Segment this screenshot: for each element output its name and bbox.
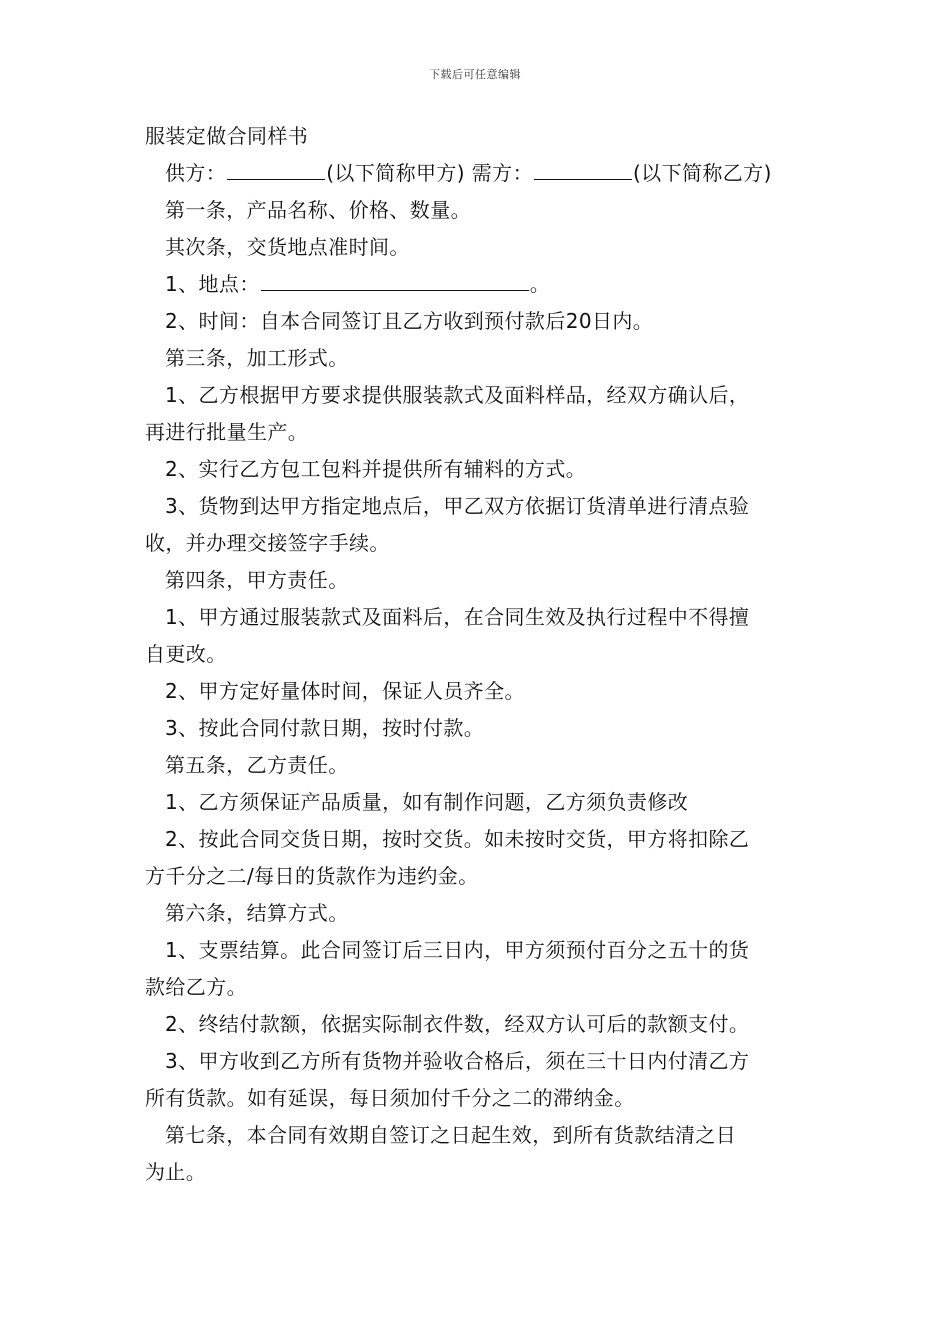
supplier-blank xyxy=(227,159,325,180)
article-2-time: 2、时间：自本合同签订且乙方收到预付款后20日内。 xyxy=(165,309,654,333)
article-6-item-3: 3、甲方收到乙方所有货物并验收合格后，须在三十日内付清乙方 xyxy=(165,1049,750,1073)
article-3-item-2: 2、实行乙方包工包料并提供所有辅料的方式。 xyxy=(165,457,587,481)
place-blank xyxy=(261,270,529,291)
place-end: 。 xyxy=(529,272,551,296)
parties-line xyxy=(145,155,810,192)
article-5-item-1: 1、乙方须保证产品质量，如有制作问题，乙方须负责修改 xyxy=(165,790,689,814)
article-3-item-3: 3、货物到达甲方指定地点后，甲乙双方依据订货清单进行清点验 xyxy=(165,494,750,518)
article-3-item-1-cont: 再进行批量生产。 xyxy=(145,420,309,444)
article-4-item-3: 3、按此合同付款日期，按时付款。 xyxy=(165,716,485,740)
article-6-item-3-cont: 所有货款。如有延误，每日须加付千分之二的滞纳金。 xyxy=(145,1086,635,1110)
supplier-label: 供方： xyxy=(165,161,227,185)
article-3-item-1: 1、乙方根据甲方要求提供服装款式及面料样品，经双方确认后， xyxy=(165,383,750,407)
document-title: 服装定做合同样书 xyxy=(145,124,309,148)
article-1: 第一条，产品名称、价格、数量。 xyxy=(165,198,471,222)
article-5: 第五条，乙方责任。 xyxy=(165,753,349,777)
article-6: 第六条，结算方式。 xyxy=(165,901,349,925)
article-2: 其次条，交货地点准时间。 xyxy=(165,235,410,259)
article-6-item-2: 2、终结付款额，依据实际制衣件数，经双方认可后的款额支付。 xyxy=(165,1012,750,1036)
buyer-label: 需方： xyxy=(471,161,533,185)
buyer-blank xyxy=(534,159,632,180)
supplier-alias: (以下简称甲方) xyxy=(326,161,466,185)
place-label: 1、地点： xyxy=(165,272,260,296)
article-3-item-3-cont: 收，并办理交接签字手续。 xyxy=(145,531,390,555)
article-4-item-1: 1、甲方通过服装款式及面料后，在合同生效及执行过程中不得擅 xyxy=(165,605,750,629)
article-3: 第三条，加工形式。 xyxy=(165,346,349,370)
article-4: 第四条，甲方责任。 xyxy=(165,568,349,592)
document-body xyxy=(145,118,810,1191)
article-5-item-2-cont: 方千分之二/每日的货款作为违约金。 xyxy=(145,864,479,888)
article-7: 第七条，本合同有效期自签订之日起生效，到所有货款结清之日 xyxy=(165,1123,737,1147)
page-header: 下载后可任意编辑 xyxy=(429,68,521,81)
article-4-item-1-cont: 自更改。 xyxy=(145,642,227,666)
article-6-item-1-cont: 款给乙方。 xyxy=(145,975,247,999)
article-7-cont: 为止。 xyxy=(145,1160,207,1184)
article-6-item-1: 1、支票结算。此合同签订后三日内，甲方须预付百分之五十的货 xyxy=(165,938,750,962)
article-4-item-2: 2、甲方定好量体时间，保证人员齐全。 xyxy=(165,679,525,703)
buyer-alias: (以下简称乙方) xyxy=(632,161,772,185)
article-5-item-2: 2、按此合同交货日期，按时交货。如未按时交货，甲方将扣除乙 xyxy=(165,827,750,851)
article-2-place xyxy=(145,266,810,303)
